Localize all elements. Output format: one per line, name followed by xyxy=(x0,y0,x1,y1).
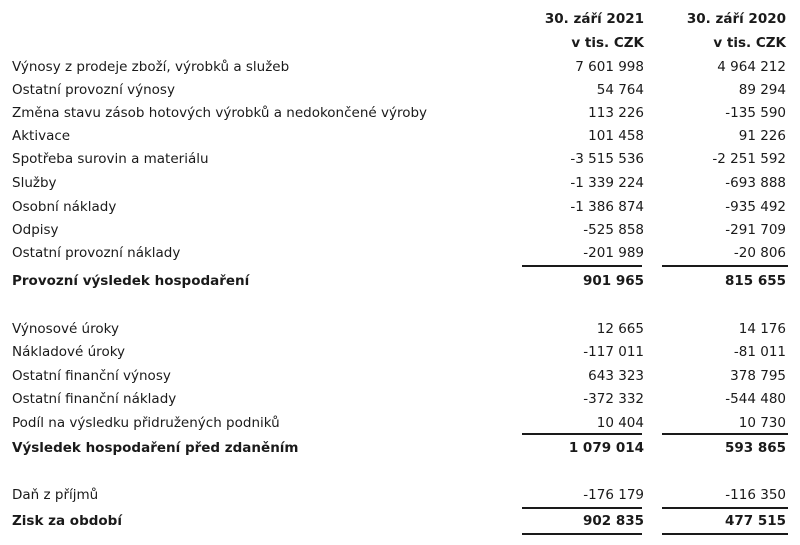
value-2020: -693 888 xyxy=(725,175,786,191)
column-header-row xyxy=(0,8,800,30)
row-label: Podíl na výsledku přidružených podniků xyxy=(12,415,280,431)
value-2020: 14 176 xyxy=(738,321,786,337)
total-double-rule xyxy=(662,533,788,535)
value-2021: -1 339 224 xyxy=(570,175,644,191)
value-2021: -201 989 xyxy=(583,245,644,261)
row-label: Aktivace xyxy=(12,128,71,144)
value-2021: -117 011 xyxy=(583,344,644,360)
table-row xyxy=(0,412,800,434)
row-label: Výnosy z prodeje zboží, výrobků a služeb xyxy=(12,59,290,75)
table-row xyxy=(0,388,800,410)
value-2021: -3 515 536 xyxy=(570,151,644,167)
value-2020: -2 251 592 xyxy=(712,151,786,167)
column-header-2020: 30. září 2020 xyxy=(686,11,786,27)
table-row xyxy=(0,365,800,387)
value-2020: -20 806 xyxy=(733,245,786,261)
value-2021: 902 835 xyxy=(582,513,644,529)
row-label: Daň z příjmů xyxy=(12,487,99,503)
column-header-2021: 30. září 2021 xyxy=(544,11,644,27)
row-label: Změna stavu zásob hotových výrobků a nedokončené výroby xyxy=(12,105,428,121)
value-2021: 54 764 xyxy=(596,82,644,98)
row-label: Zisk za období xyxy=(12,513,122,529)
value-2021: 101 458 xyxy=(588,128,644,144)
value-2021: 7 601 998 xyxy=(575,59,644,75)
row-label: Výsledek hospodaření před zdaněním xyxy=(12,440,299,456)
value-2021: -1 386 874 xyxy=(570,199,644,215)
value-2021: 113 226 xyxy=(588,105,644,121)
table-row xyxy=(0,172,800,194)
table-row xyxy=(0,102,800,124)
value-2021: 901 965 xyxy=(582,273,644,289)
row-label: Ostatní finanční výnosy xyxy=(12,368,171,384)
table-row xyxy=(0,484,800,506)
value-2020: 10 730 xyxy=(738,415,786,431)
subtotal-rule xyxy=(662,433,788,435)
value-2020: -544 480 xyxy=(725,391,786,407)
value-2020: 89 294 xyxy=(738,82,786,98)
table-row xyxy=(0,125,800,147)
value-2020: -935 492 xyxy=(725,199,786,215)
total-double-rule xyxy=(522,533,642,535)
table-row xyxy=(0,196,800,218)
row-label: Ostatní provozní výnosy xyxy=(12,82,175,98)
subtotal-rule xyxy=(662,265,788,267)
value-2020: -116 350 xyxy=(725,487,786,503)
row-label: Odpisy xyxy=(12,222,59,238)
value-2020: 477 515 xyxy=(724,513,786,529)
value-2020: -81 011 xyxy=(733,344,786,360)
unit-header-row xyxy=(0,32,800,54)
row-label: Nákladové úroky xyxy=(12,344,126,360)
value-2021: -176 179 xyxy=(583,487,644,503)
unit-2020: v tis. CZK xyxy=(713,35,786,51)
value-2020: -291 709 xyxy=(725,222,786,238)
row-label: Provozní výsledek hospodaření xyxy=(12,273,250,289)
value-2021: 643 323 xyxy=(588,368,644,384)
value-2020: 4 964 212 xyxy=(717,59,786,75)
row-label: Spotřeba surovin a materiálu xyxy=(12,151,209,167)
value-2021: -372 332 xyxy=(583,391,644,407)
subtotal-row xyxy=(0,270,800,292)
value-2021: 10 404 xyxy=(596,415,644,431)
value-2021: 1 079 014 xyxy=(568,440,644,456)
row-label: Výnosové úroky xyxy=(12,321,119,337)
unit-2021: v tis. CZK xyxy=(571,35,644,51)
value-2020: 593 865 xyxy=(724,440,786,456)
value-2021: -525 858 xyxy=(583,222,644,238)
table-row xyxy=(0,148,800,170)
value-2020: 815 655 xyxy=(724,273,786,289)
value-2020: -135 590 xyxy=(725,105,786,121)
table-row xyxy=(0,79,800,101)
subtotal-rule xyxy=(522,265,642,267)
row-label: Osobní náklady xyxy=(12,199,117,215)
table-row xyxy=(0,318,800,340)
value-2021: 12 665 xyxy=(596,321,644,337)
subtotal-row xyxy=(0,437,800,459)
subtotal-rule xyxy=(522,433,642,435)
value-2020: 91 226 xyxy=(738,128,786,144)
table-row xyxy=(0,242,800,264)
table-row xyxy=(0,341,800,363)
total-rule xyxy=(522,507,642,509)
row-label: Služby xyxy=(12,175,57,191)
table-row xyxy=(0,219,800,241)
total-row xyxy=(0,510,800,532)
total-rule xyxy=(662,507,788,509)
table-row xyxy=(0,56,800,78)
row-label: Ostatní finanční náklady xyxy=(12,391,177,407)
value-2020: 378 795 xyxy=(730,368,786,384)
row-label: Ostatní provozní náklady xyxy=(12,245,181,261)
